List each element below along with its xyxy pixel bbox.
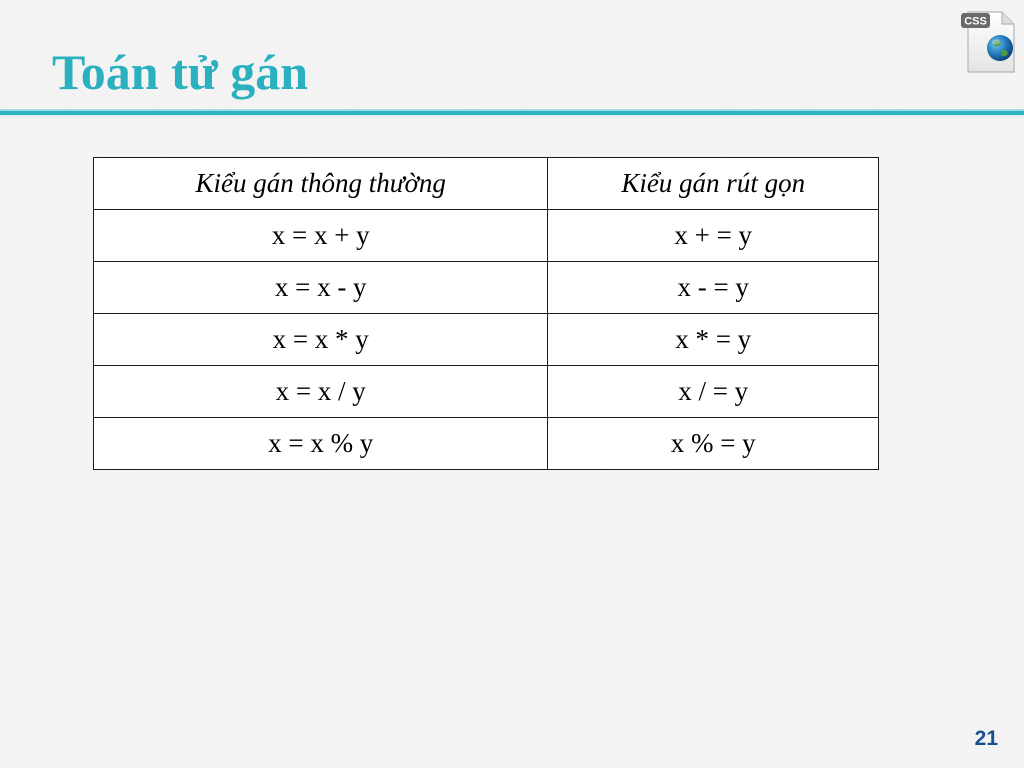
short-form-cell: x + = y	[548, 210, 879, 262]
header-normal-assignment: Kiểu gán thông thường	[94, 158, 548, 210]
normal-form-cell: x = x + y	[94, 210, 548, 262]
table-header-row	[94, 158, 879, 210]
normal-form-cell: x = x * y	[94, 314, 548, 366]
page-number: 21	[974, 727, 998, 750]
normal-form-cell: x = x / y	[94, 366, 548, 418]
table-row	[94, 418, 879, 470]
short-form-cell: x - = y	[548, 262, 879, 314]
short-form-cell: x / = y	[548, 366, 879, 418]
css-label: CSS	[964, 15, 987, 28]
assignment-operators-table	[93, 157, 879, 470]
table-row	[94, 210, 879, 262]
normal-form-cell: x = x % y	[94, 418, 548, 470]
title-divider	[0, 109, 1024, 118]
header-short-assignment: Kiểu gán rút gọn	[548, 158, 879, 210]
table-row	[94, 262, 879, 314]
slide-title: Toán tử gán	[52, 44, 309, 100]
short-form-cell: x % = y	[548, 418, 879, 470]
css-file-icon	[958, 6, 1020, 76]
table-row	[94, 314, 879, 366]
normal-form-cell: x = x - y	[94, 262, 548, 314]
table-row	[94, 366, 879, 418]
short-form-cell: x * = y	[548, 314, 879, 366]
